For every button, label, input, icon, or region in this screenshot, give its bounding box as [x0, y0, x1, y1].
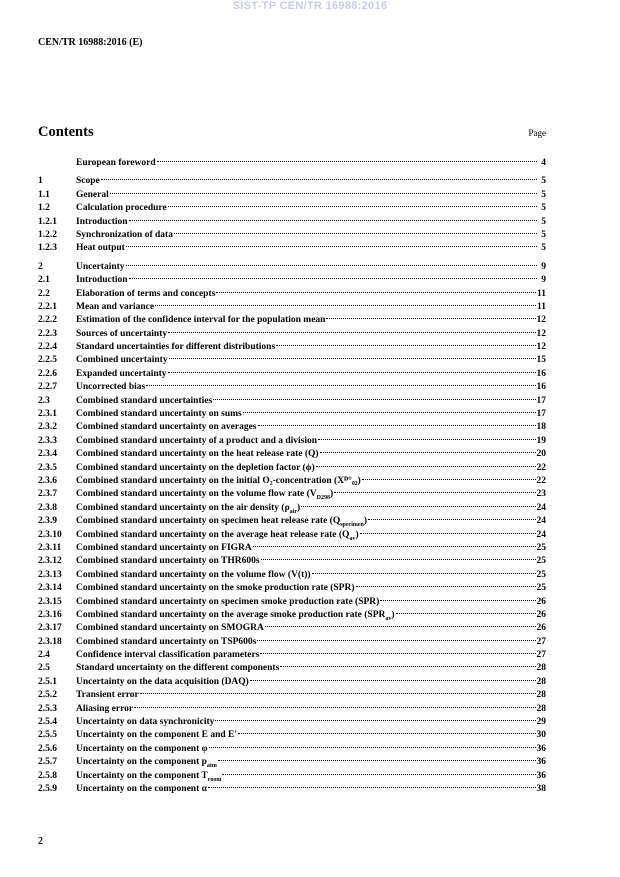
toc-entry-title: Combined standard uncertainty on the average heat release rate $(Q_{av})$	[76, 529, 359, 542]
toc-entry-page: 24	[536, 502, 546, 513]
toc-entry-number: 2.2.5	[38, 355, 57, 366]
toc-entry-number: 2.3.15	[38, 596, 62, 607]
toc-entry[interactable]	[38, 662, 546, 675]
toc-entry-title: Uncertainty on the component φ	[76, 743, 208, 754]
toc-entry-page: 25	[536, 583, 546, 594]
toc-entry-title: Uncertainty	[76, 261, 125, 272]
contents-title: Contents	[38, 124, 94, 140]
toc-entry[interactable]	[38, 515, 546, 528]
toc-dot-leader	[101, 179, 537, 180]
toc-entry[interactable]	[38, 596, 546, 609]
toc-entry-title: Combined standard uncertainty on the average smoke production rate $(SPR_{av})$	[76, 609, 395, 622]
toc-entry-page: 11	[537, 288, 546, 299]
toc-entry-page: 22	[536, 475, 546, 486]
toc-entry-title: Combined standard uncertainty on the depletion factor (ϕ)	[76, 462, 315, 473]
toc-entry-page: 28	[536, 703, 546, 714]
toc-entry[interactable]	[38, 189, 546, 202]
footer-page-number: 2	[38, 836, 43, 847]
toc-entry-title: Combined standard uncertainty on the initial O₂-concentration (Xᴰ°₀₂)	[76, 475, 361, 486]
toc-entry[interactable]	[38, 529, 546, 542]
toc-entry-page: 26	[536, 609, 546, 620]
toc-entry[interactable]	[38, 462, 546, 475]
toc-entry-title: Introduction	[76, 216, 128, 227]
toc-dot-leader	[318, 439, 535, 440]
toc-entry-title: Combined standard uncertainty on averages	[76, 422, 257, 433]
toc-dot-leader	[134, 707, 535, 708]
toc-entry-page: 22	[536, 462, 546, 473]
toc-entry-title: European foreword	[76, 158, 156, 168]
toc-dot-leader	[208, 787, 536, 788]
toc-entry-number: 1.2	[38, 203, 50, 214]
toc-entry-title: Introduction	[76, 275, 128, 286]
toc-entry-title: Uncertainty on the component $T_{room}$	[76, 770, 222, 783]
toc-entry-number: 2.3.13	[38, 569, 62, 580]
toc-dot-leader	[260, 653, 535, 654]
toc-entry[interactable]	[38, 502, 546, 515]
toc-dot-leader	[129, 278, 537, 279]
toc-entry-number: 2.3.8	[38, 502, 57, 513]
toc-entry[interactable]	[38, 770, 546, 783]
toc-dot-leader	[129, 220, 537, 221]
toc-dot-leader	[238, 733, 536, 734]
toc-entry-title: Calculation procedure	[76, 203, 167, 214]
toc-entry-page: 5	[541, 216, 546, 227]
toc-entry[interactable]	[38, 175, 546, 188]
toc-entry[interactable]	[38, 622, 546, 635]
toc-entry-page: 12	[536, 328, 546, 339]
toc-entry-page: 25	[536, 542, 546, 553]
toc-entry-number: 2.2.3	[38, 328, 57, 339]
toc-entry[interactable]	[38, 202, 546, 215]
toc-entry-number: 2.1	[38, 275, 50, 286]
toc-entry-title: Uncertainty on data synchronicity	[76, 717, 215, 728]
toc-entry-title: Estimation of the confidence interval for the population mean	[76, 315, 326, 326]
toc-entry-number: 2.2.4	[38, 342, 57, 353]
toc-entry-title: Expanded uncertainty	[76, 368, 167, 379]
toc-entry-number: 2	[38, 261, 43, 272]
toc-entry-title: Mean and variance	[76, 301, 155, 312]
toc-entry-page: 17	[536, 395, 546, 406]
toc-entry-number: 2.3.18	[38, 636, 62, 647]
toc-entry-number: 2.5.8	[38, 770, 57, 781]
toc-entry[interactable]	[38, 408, 546, 421]
toc-entry-title: Combined standard uncertainties	[76, 395, 213, 406]
toc-entry-number: 2.5.5	[38, 730, 57, 741]
toc-dot-leader	[243, 412, 536, 413]
table-of-contents	[38, 157, 546, 796]
toc-dot-leader	[380, 600, 535, 601]
toc-dot-leader	[222, 774, 535, 775]
toc-entry-page: 11	[537, 301, 546, 312]
toc-entry[interactable]	[38, 229, 546, 242]
toc-entry-number: 2.3.5	[38, 462, 57, 473]
toc-entry-page: 5	[541, 203, 546, 214]
toc-entry[interactable]	[38, 314, 546, 327]
toc-entry-number: 2.3.12	[38, 556, 62, 567]
toc-entry-page: 26	[536, 623, 546, 634]
toc-entry[interactable]	[38, 649, 546, 662]
toc-dot-leader	[280, 666, 535, 667]
toc-entry[interactable]	[38, 274, 546, 287]
toc-entry-title: Transient error	[76, 690, 139, 701]
toc-entry-number: 2.2.2	[38, 315, 57, 326]
toc-entry-title: Combined standard uncertainty on specimen heat release rate $(Q_{specimen})$	[76, 516, 368, 529]
toc-entry-title: Combined standard uncertainty on the smoke production rate (SPR)	[76, 583, 355, 594]
toc-entry[interactable]	[38, 555, 546, 568]
toc-dot-leader	[140, 693, 536, 694]
toc-entry-number: 2.4	[38, 650, 50, 661]
toc-dot-leader	[218, 760, 536, 761]
toc-dot-leader	[215, 720, 535, 721]
document-id: CEN/TR 16988:2016 (E)	[38, 37, 143, 48]
toc-entry-title: Combined standard uncertainty on the volume flow (V(t))	[76, 569, 311, 580]
toc-entry[interactable]	[38, 261, 546, 274]
toc-entry-page: 16	[536, 382, 546, 393]
toc-entry-page: 12	[536, 342, 546, 353]
toc-entry-title: Combined standard uncertainty of a product and a division	[76, 435, 318, 446]
toc-dot-leader	[155, 305, 536, 306]
toc-entry-title: Combined standard uncertainty on the heat release rate (Q)	[76, 449, 319, 460]
toc-entry-number: 2.5.7	[38, 757, 57, 768]
toc-entry-title: Combined standard uncertainty on TSP600s	[76, 636, 257, 647]
toc-entry-page: 29	[536, 717, 546, 728]
toc-entry[interactable]	[38, 368, 546, 381]
toc-entry[interactable]	[38, 756, 546, 769]
toc-dot-leader	[168, 332, 535, 333]
toc-entry-page: 5	[541, 243, 546, 254]
toc-entry[interactable]	[38, 689, 546, 702]
toc-entry[interactable]	[38, 729, 546, 742]
toc-entry-number: 2.3.7	[38, 489, 57, 500]
toc-dot-leader	[312, 573, 536, 574]
toc-entry-title: General	[76, 189, 109, 200]
toc-entry-title: Uncertainty on the component E and E'	[76, 730, 237, 741]
toc-entry-title: Synchronization of data	[76, 229, 173, 240]
toc-entry-page: 36	[536, 743, 546, 754]
toc-entry[interactable]	[38, 743, 546, 756]
toc-entry-page: 23	[536, 489, 546, 500]
toc-entry-page: 17	[536, 409, 546, 420]
toc-dot-leader	[276, 345, 535, 346]
toc-entry[interactable]	[38, 448, 546, 461]
toc-entry-title: Scope	[76, 176, 100, 187]
toc-entry[interactable]	[38, 582, 546, 595]
toc-dot-leader	[250, 680, 536, 681]
toc-entry-title: Combined standard uncertainty on FIGRA	[76, 542, 252, 553]
toc-entry-title: Heat output	[76, 243, 125, 254]
toc-entry-title: Uncertainty on the component α	[76, 783, 207, 794]
toc-entry[interactable]	[38, 395, 546, 408]
toc-dot-leader	[326, 318, 535, 319]
toc-entry-number: 2.3.2	[38, 422, 57, 433]
toc-entry[interactable]	[38, 328, 546, 341]
toc-entry-title: Standard uncertainties for different distributions	[76, 342, 276, 353]
toc-dot-leader	[396, 613, 536, 614]
toc-entry-title: Uncertainty on the component $p_{atm}$	[76, 757, 217, 770]
toc-entry[interactable]	[38, 341, 546, 354]
toc-entry-page: 28	[536, 663, 546, 674]
toc-entry-page: 5	[541, 176, 546, 187]
page-column-label: Page	[528, 128, 546, 138]
toc-entry[interactable]	[38, 288, 546, 301]
toc-entry-page: 25	[536, 569, 546, 580]
toc-entry-number: 2.3.1	[38, 409, 57, 420]
toc-entry-page: 28	[536, 690, 546, 701]
toc-entry-page: 24	[536, 516, 546, 527]
toc-dot-leader	[258, 425, 536, 426]
toc-entry-page: 5	[541, 229, 546, 240]
toc-entry[interactable]	[38, 216, 546, 229]
toc-entry[interactable]	[38, 542, 546, 555]
toc-entry-title: Standard uncertainty on the different components	[76, 663, 280, 674]
toc-entry-number: 2.3.4	[38, 449, 57, 460]
toc-dot-leader	[213, 399, 535, 400]
toc-entry-page: 18	[536, 422, 546, 433]
toc-dot-leader	[157, 161, 537, 162]
toc-dot-leader	[174, 233, 537, 234]
toc-entry-number: 2.3	[38, 395, 50, 406]
toc-entry[interactable]	[38, 703, 546, 716]
toc-entry-page: 9	[541, 275, 546, 286]
toc-dot-leader	[110, 193, 537, 194]
toc-entry-page: 27	[536, 650, 546, 661]
toc-entry-title: Uncertainty on the data acquisition (DAQ)	[76, 676, 249, 687]
toc-entry-page: 26	[536, 596, 546, 607]
toc-entry-number: 2.5.4	[38, 717, 57, 728]
toc-entry[interactable]	[38, 569, 546, 582]
toc-entry-page: 15	[536, 355, 546, 366]
toc-entry-number: 1.2.3	[38, 243, 57, 254]
toc-entry-title: Combined standard uncertainty on the volume flow rate $(V_{D298})$	[76, 489, 334, 502]
toc-entry-page: 20	[536, 449, 546, 460]
toc-entry-page: 28	[536, 676, 546, 687]
toc-dot-leader	[126, 265, 537, 266]
watermark: SIST-TP CEN/TR 16988:2016	[232, 0, 388, 12]
toc-dot-leader	[168, 206, 537, 207]
toc-dot-leader	[265, 626, 536, 627]
toc-dot-leader	[126, 246, 537, 247]
toc-dot-leader	[362, 479, 536, 480]
toc-entry[interactable]	[38, 381, 546, 394]
toc-entry-page: 30	[536, 730, 546, 741]
toc-entry[interactable]	[38, 301, 546, 314]
toc-entry[interactable]	[38, 242, 546, 255]
toc-entry-title: Confidence interval classification parameters	[76, 650, 260, 661]
toc-entry-title: Elaboration of terms and concepts	[76, 288, 216, 299]
toc-entry[interactable]	[38, 475, 546, 488]
toc-entry-title: Combined standard uncertainty on THR600s	[76, 556, 260, 567]
toc-dot-leader	[146, 385, 535, 386]
toc-entry-number: 2.5.1	[38, 676, 57, 687]
toc-entry-page: 25	[536, 556, 546, 567]
toc-dot-leader	[316, 466, 536, 467]
toc-dot-leader	[169, 358, 536, 359]
toc-entry-number: 2.2	[38, 288, 50, 299]
toc-entry-page: 16	[536, 368, 546, 379]
toc-dot-leader	[301, 506, 535, 507]
toc-entry-number: 2.2.7	[38, 382, 57, 393]
toc-entry-number: 2.5.9	[38, 783, 57, 794]
toc-entry-page: 36	[536, 757, 546, 768]
toc-dot-leader	[253, 546, 536, 547]
toc-entry-page: 36	[536, 770, 546, 781]
toc-entry-page: 27	[536, 636, 546, 647]
toc-dot-leader	[261, 559, 536, 560]
toc-entry-number: 2.3.11	[38, 542, 62, 553]
toc-entry[interactable]	[38, 488, 546, 501]
toc-entry-number: 1	[38, 176, 43, 187]
toc-entry-number: 2.3.10	[38, 529, 62, 540]
toc-entry-title: Sources of uncertainty	[76, 328, 168, 339]
toc-entry[interactable]	[38, 421, 546, 434]
toc-entry[interactable]	[38, 676, 546, 689]
toc-entry-number: 2.5.3	[38, 703, 57, 714]
toc-entry-number: 1.2.1	[38, 216, 57, 227]
toc-entry[interactable]	[38, 435, 546, 448]
toc-dot-leader	[257, 640, 535, 641]
toc-entry-page: 38	[536, 783, 546, 794]
toc-entry-number: 2.2.1	[38, 301, 57, 312]
toc-entry[interactable]	[38, 354, 546, 367]
toc-entry-number: 2.5	[38, 663, 50, 674]
toc-entry-title: Combined standard uncertainty on SMOGRA	[76, 623, 264, 634]
toc-dot-leader	[360, 533, 536, 534]
toc-entry-number: 2.3.6	[38, 475, 57, 486]
toc-entry-number: 1.1	[38, 189, 50, 200]
toc-entry[interactable]	[38, 609, 546, 622]
toc-entry-title: Aliasing error	[76, 703, 134, 714]
toc-entry-page: 4	[541, 158, 546, 168]
toc-entry-number: 2.2.6	[38, 368, 57, 379]
toc-entry-page: 9	[541, 261, 546, 272]
toc-entry-page: 5	[541, 189, 546, 200]
toc-entry-number: 2.3.16	[38, 609, 62, 620]
toc-entry-number: 2.3.17	[38, 623, 62, 634]
toc-entry[interactable]	[38, 783, 546, 796]
toc-entry-number: 2.5.2	[38, 690, 57, 701]
toc-entry-page: 24	[536, 529, 546, 540]
toc-dot-leader	[320, 452, 536, 453]
toc-entry-number: 2.3.14	[38, 583, 62, 594]
toc-entry-page: 12	[536, 315, 546, 326]
toc-dot-leader	[368, 519, 535, 520]
toc-entry[interactable]	[38, 716, 546, 729]
toc-entry-number: 1.2.2	[38, 229, 57, 240]
toc-entry-title: Uncorrected bias	[76, 382, 146, 393]
toc-entry-number: 2.3.3	[38, 435, 57, 446]
toc-entry-page: 19	[536, 435, 546, 446]
toc-entry-number: 2.3.9	[38, 516, 57, 527]
toc-entry-number: 2.5.6	[38, 743, 57, 754]
toc-entry-title: Combined uncertainty	[76, 355, 168, 366]
toc-dot-leader	[334, 492, 535, 493]
toc-dot-leader	[216, 292, 536, 293]
toc-entry-title: Combined standard uncertainty on the air density $(\rho_{air})$	[76, 502, 301, 515]
toc-dot-leader	[356, 586, 536, 587]
toc-dot-leader	[168, 372, 536, 373]
toc-entry-title: Combined standard uncertainty on specimen smoke production rate (SPR)	[76, 596, 380, 607]
toc-entry[interactable]	[38, 157, 546, 170]
toc-entry-title: Combined standard uncertainty on sums	[76, 409, 242, 420]
toc-entry[interactable]	[38, 636, 546, 649]
toc-dot-leader	[209, 747, 536, 748]
